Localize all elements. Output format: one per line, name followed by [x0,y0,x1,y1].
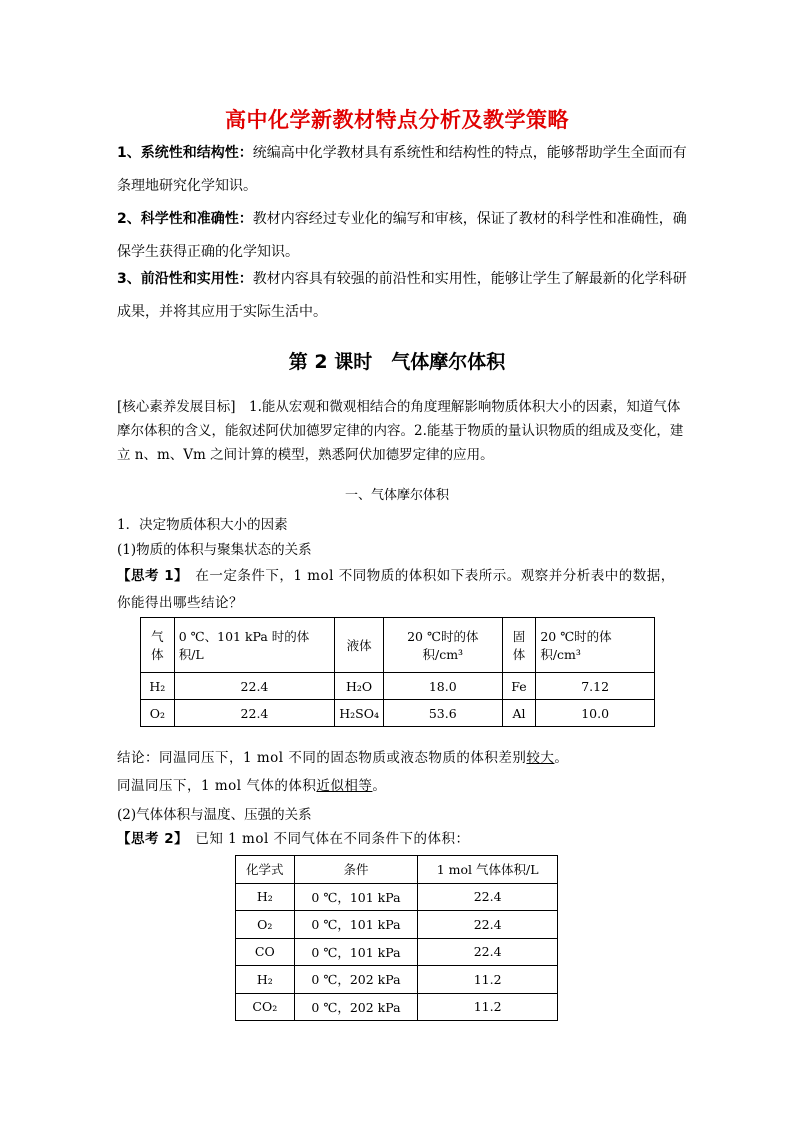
conclusion-1-post: 。 [554,750,569,766]
conclusion-1 [117,745,687,772]
think-2-text: 已知 1 mol 不同气体在不同条件下的体积： [181,831,470,847]
table-header-cell: 化学式 [236,856,295,884]
table-cell: 0 ℃，101 kPa [294,911,418,939]
table-cell: Fe [502,673,536,700]
table-cell: 0 ℃，101 kPa [294,938,418,966]
document-title: 高中化学新教材特点分析及教学策略 [225,108,569,132]
table-cell: 0 ℃，202 kPa [294,966,418,994]
table-cell: H₂ [236,883,295,911]
point-3-label: 3、前沿性和实用性： [117,271,253,287]
table-cell: 53.6 [383,700,502,727]
table-header-cell: 20 ℃时的体积/cm³ [536,618,655,673]
conclusion-2 [117,773,687,800]
point-2-text: 教材内容经过专业化的编写和审核，保证了教材的科学性和准确性，确保学生获得正确的化学知识。 [117,211,687,260]
table-cell: H₂SO₄ [335,700,384,727]
think-2-label: 【思考 2】 [117,831,182,847]
table-cell: 11.2 [418,966,558,994]
table-header-cell: 固体 [502,618,536,673]
table-cell: 22.4 [418,938,558,966]
conclusion-1-pre: 结论：同温同压下，1 mol 不同的固态物质或液态物质的体积差别 [117,750,527,766]
table-cell: O₂ [141,700,175,727]
core-goals: [核心素养发展目标] 1.能从宏观和微观相结合的角度理解影响物质体积大小的因素，知道气体摩尔体积的含义，能叙述阿伏加德罗定律的内容。2.能基于物质的量认识物质的组成及变化，建立 n、m、Vm 之间计算的模型，熟悉阿伏加德罗定律的应用。 [117,399,684,463]
point-2-label: 2、科学性和准确性： [117,211,253,227]
lesson-title: 第 2 课时 气体摩尔体积 [288,351,506,373]
table-cell: H₂O [335,673,384,700]
table-cell: H₂ [236,966,295,994]
point-1-text: 统编高中化学教材具有系统性和结构性的特点，能够帮助学生全面而有条理地研究化学知识。 [117,145,687,194]
subheading-1: 1．决定物质体积大小的因素 [117,517,288,533]
subheading-1b: (2)气体体积与温度、压强的关系 [117,807,312,823]
table-row [141,673,655,700]
table-cell: 22.4 [418,883,558,911]
table-cell: O₂ [236,911,295,939]
think-1 [117,563,687,617]
table-cell: H₂ [141,673,175,700]
table-header-row [141,618,655,673]
table-row [236,966,558,994]
point-3 [117,263,687,329]
table-header-cell: 0 ℃、101 kPa 时的体积/L [174,618,335,673]
volume-table-2 [235,855,558,1021]
table-row [141,700,655,727]
section-heading: 一、气体摩尔体积 [344,488,449,503]
table-cell: CO₂ [236,993,295,1021]
table-cell: 11.2 [418,993,558,1021]
table-cell: 10.0 [536,700,655,727]
table-header-cell: 条件 [294,856,418,884]
table-header-cell: 气体 [141,618,175,673]
table-header-cell: 液体 [335,618,384,673]
point-1-label: 1、系统性和结构性： [117,145,253,161]
table-row [236,911,558,939]
table-cell: 0 ℃，101 kPa [294,883,418,911]
table-cell: Al [502,700,536,727]
conclusion-2-post: 。 [372,778,387,794]
table-header-cell: 20 ℃时的体积/cm³ [383,618,502,673]
table-cell: 22.4 [174,700,335,727]
table-row [236,938,558,966]
conclusion-1-answer: 较大 [526,750,555,766]
subheading-1a: (1)物质的体积与聚集状态的关系 [117,542,312,558]
table-cell: 18.0 [383,673,502,700]
table-row [236,883,558,911]
table-cell: 22.4 [418,911,558,939]
point-1 [117,137,687,203]
table-row [236,993,558,1021]
think-1-label: 【思考 1】 [117,568,182,584]
table-cell: 7.12 [536,673,655,700]
table-cell: 22.4 [174,673,335,700]
think-2 [117,826,687,853]
table-cell: 0 ℃，202 kPa [294,993,418,1021]
think-1-text: 在一定条件下，1 mol 不同物质的体积如下表所示。观察并分析表中的数据，你能得出哪些结论？ [117,568,675,611]
conclusion-2-pre: 同温同压下，1 mol 气体的体积 [117,778,317,794]
table-cell: CO [236,938,295,966]
volume-table-1 [140,617,655,727]
point-2 [117,203,687,269]
table-header-row [236,856,558,884]
conclusion-2-answer: 近似相等 [316,778,373,794]
table-header-cell: 1 mol 气体体积/L [418,856,558,884]
point-3-text: 教材内容具有较强的前沿性和实用性，能够让学生了解最新的化学科研成果，并将其应用于实际生活中。 [117,271,687,320]
